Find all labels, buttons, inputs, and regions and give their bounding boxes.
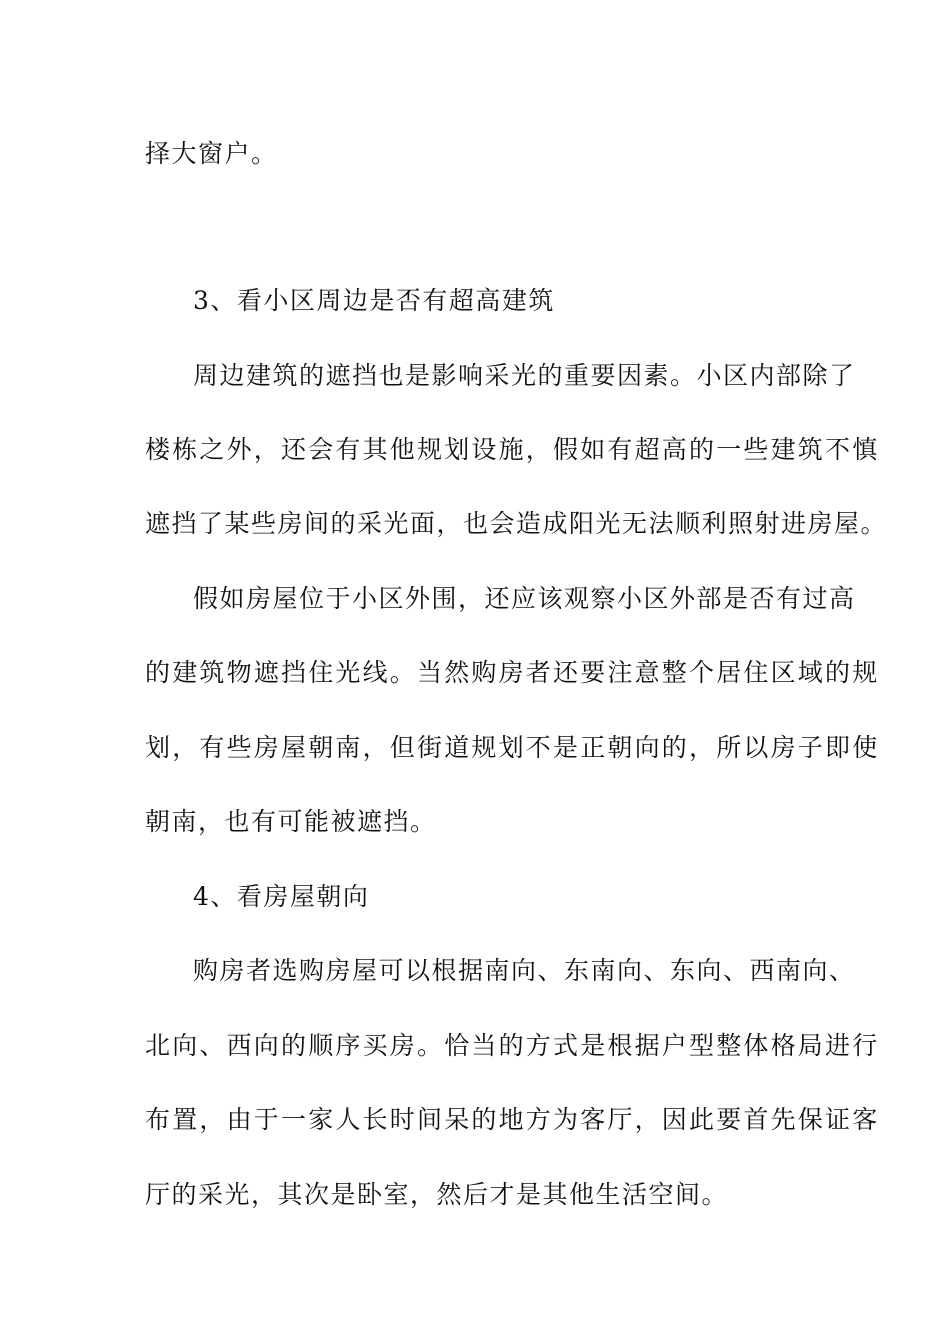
paragraph-line: 划，有些房屋朝南，但街道规划不是正朝向的，所以房子即使 xyxy=(145,733,880,762)
paragraph-line: 的建筑物遮挡住光线。当然购房者还要注意整个居住区域的规 xyxy=(145,658,880,687)
paragraph-line: 遮挡了某些房间的采光面，也会造成阳光无法顺利照射进房屋。 xyxy=(145,509,888,538)
paragraph-line: 楼栋之外，还会有其他规划设施，假如有超高的一些建筑不慎 xyxy=(145,435,880,464)
paragraph-line: 朝南，也有可能被遮挡。 xyxy=(145,807,437,836)
paragraph-line: 假如房屋位于小区外围，还应该观察小区外部是否有过高 xyxy=(193,584,856,613)
section-heading: 4、看房屋朝向 xyxy=(193,882,370,911)
paragraph-line: 厅的采光，其次是卧室，然后才是其他生活空间。 xyxy=(145,1180,729,1209)
section-heading: 3、看小区周边是否有超高建筑 xyxy=(193,286,555,315)
paragraph-line: 择大窗户。 xyxy=(145,139,278,168)
paragraph-line: 周边建筑的遮挡也是影响采光的重要因素。小区内部除了 xyxy=(193,361,856,390)
paragraph-line: 购房者选购房屋可以根据南向、东南向、东向、西南向、 xyxy=(193,956,856,985)
paragraph-line: 布置，由于一家人长时间呆的地方为客厅，因此要首先保证客 xyxy=(145,1105,880,1134)
paragraph-line: 北向、西向的顺序买房。恰当的方式是根据户型整体格局进行 xyxy=(145,1031,880,1060)
